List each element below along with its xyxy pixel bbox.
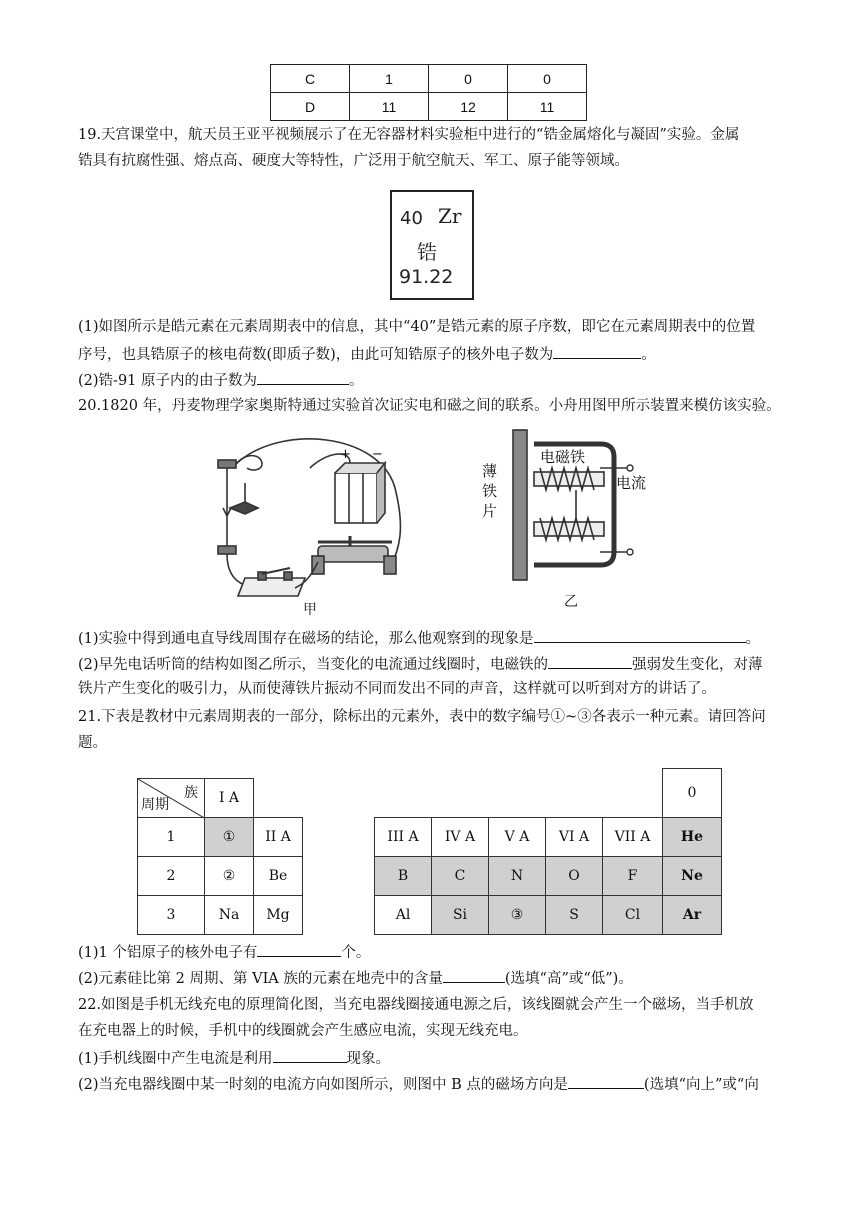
q19-part1-text: 序号，也具锆原子的核电荷数(即质子数)，由此可知锆原子的核外电子数为 bbox=[78, 347, 554, 363]
group-IVA-header: IV A bbox=[431, 817, 489, 857]
element-C: C bbox=[431, 856, 489, 896]
atomic-mass: 91.22 bbox=[399, 266, 454, 288]
iron-sheet-icon bbox=[513, 430, 527, 580]
answer-blank[interactable] bbox=[548, 652, 632, 669]
answer-blank[interactable] bbox=[568, 1072, 644, 1089]
answer-blank[interactable] bbox=[257, 368, 349, 385]
table-row bbox=[271, 93, 587, 121]
q22-part2-text-a: (2)当充电器线圈中某一时刻的电流方向如图所示，则图中 B 点的磁场方向是 bbox=[78, 1077, 568, 1093]
group-VIIA-header: VII A bbox=[602, 817, 663, 857]
element-B: B bbox=[374, 856, 432, 896]
element-name: 锆 bbox=[417, 240, 437, 264]
q19-part2-end: 。 bbox=[349, 373, 364, 389]
header-corner-cell bbox=[137, 778, 205, 818]
iron-sheet-label-1: 薄 bbox=[482, 462, 498, 480]
table-cell: 11 bbox=[350, 93, 429, 121]
periodic-table-excerpt bbox=[137, 768, 723, 928]
q19-part1-line2 bbox=[78, 342, 656, 366]
answer-blank[interactable] bbox=[553, 342, 641, 359]
current-label: 电流 bbox=[616, 474, 647, 492]
iron-sheet-label-3: 片 bbox=[482, 502, 498, 520]
q21-stem-line2: 题。 bbox=[78, 735, 107, 751]
q22-stem-line2: 在充电器上的时候，手机中的线圈就会产生感应电流，实现无线充电。 bbox=[78, 1023, 528, 1039]
wire-clamp-top bbox=[218, 460, 236, 468]
answer-blank[interactable] bbox=[273, 1046, 347, 1063]
q21-part1-end: 个。 bbox=[341, 945, 371, 961]
q19-part2-text: (2)锆-91 原子内的由子数为 bbox=[78, 373, 257, 389]
q21-part2 bbox=[78, 966, 633, 990]
element-Mg: Mg bbox=[253, 895, 303, 935]
element-Al: Al bbox=[374, 895, 432, 935]
period-3: 3 bbox=[137, 895, 205, 935]
q20-part1-end: 。 bbox=[745, 631, 761, 647]
q19-stem-line2: 锆具有抗腐性强、熔点高、硬度大等特性，广泛用于航空航天、军工、原子能等领域。 bbox=[78, 153, 629, 169]
battery-plus-label: + bbox=[340, 447, 351, 462]
iron-sheet-label-2: 铁 bbox=[482, 482, 498, 500]
period-2: 2 bbox=[137, 856, 205, 896]
group-VIA-header: VI A bbox=[545, 817, 603, 857]
q22-part2-text-b: (选填“向上”或“向 bbox=[643, 1077, 759, 1093]
element-Ar: Ar bbox=[662, 895, 722, 935]
q21-part2-text-b: (选填“高”或“低”)。 bbox=[504, 971, 633, 987]
q21-stem-line1: 21.下表是教材中元素周期表的一部分，除标出的元素外，表中的数字编号①~③各表示一种元素。请回答问 bbox=[78, 709, 766, 725]
element-Na: Na bbox=[204, 895, 254, 935]
answer-blank[interactable] bbox=[257, 940, 341, 957]
switch-icon bbox=[238, 578, 305, 596]
wire-clamp-bottom bbox=[218, 546, 236, 554]
q19-stem-line1: 19.天宫课堂中，航天员王亚平视频展示了在无容器材料实验柜中进行的“锆金属熔化与凝固”实验。金属 bbox=[78, 127, 740, 143]
element-1: ① bbox=[204, 817, 254, 857]
element-He: He bbox=[662, 817, 722, 857]
element-2: ② bbox=[204, 856, 254, 896]
table-row bbox=[271, 65, 587, 93]
table-cell: D bbox=[271, 93, 350, 121]
table-cell: C bbox=[271, 65, 350, 93]
header-zu: 族 bbox=[184, 785, 198, 801]
atomic-number: 40 bbox=[400, 208, 423, 229]
q19-part1-end: 。 bbox=[641, 347, 656, 363]
group-0-header: 0 bbox=[662, 768, 722, 818]
table-cell: 12 bbox=[429, 93, 508, 121]
q22-stem-line1: 22.如图是手机无线充电的原理简化图，当充电器线圈接通电源之后，该线圈就会产生一个磁场，当手机放 bbox=[78, 997, 754, 1013]
q22-part1-text-b: 现象。 bbox=[346, 1051, 391, 1067]
q22-part1 bbox=[78, 1046, 390, 1070]
element-Cl: Cl bbox=[602, 895, 663, 935]
q20-part2-line2: 铁片产生变化的吸引力，从而使薄铁片振动不同而发出不同的声音，这样就可以听到对方的讲话了。 bbox=[78, 681, 716, 697]
terminal-top bbox=[627, 465, 633, 471]
group-VA-header: V A bbox=[488, 817, 546, 857]
battery-icon bbox=[335, 473, 377, 523]
battery-minus-label: − bbox=[372, 447, 383, 462]
element-3: ③ bbox=[488, 895, 546, 935]
group-IIA-header: II A bbox=[253, 817, 303, 857]
group-IA-header: I A bbox=[204, 778, 254, 818]
answer-blank[interactable] bbox=[534, 626, 746, 643]
compass-needle-icon bbox=[230, 502, 258, 514]
rheostat-icon bbox=[318, 546, 388, 562]
element-O: O bbox=[545, 856, 603, 896]
element-Si: Si bbox=[431, 895, 489, 935]
table-cell: 0 bbox=[508, 65, 587, 93]
element-S: S bbox=[545, 895, 603, 935]
q21-part1-text: (1)1 个铝原子的核外电子有 bbox=[78, 945, 258, 961]
element-N: N bbox=[488, 856, 546, 896]
q20-part1-text: (1)实验中得到通电直导线周围存在磁场的结论，那么他观察到的现象是 bbox=[78, 631, 534, 647]
q20-part1 bbox=[78, 626, 760, 650]
q22-part2 bbox=[78, 1072, 759, 1096]
q20-part2-text-a: (2)早先电话听筒的结构如图乙所示，当变化的电流通过线圈时，电磁铁的 bbox=[78, 657, 549, 673]
electromagnet-label: 电磁铁 bbox=[540, 448, 586, 466]
q22-part1-text-a: (1)手机线圈中产生电流是利用 bbox=[78, 1051, 273, 1067]
top-table bbox=[270, 64, 587, 121]
q21-part2-text-a: (2)元素硅比第 2 周期、第 VIA 族的元素在地壳中的含量 bbox=[78, 971, 443, 987]
q20-part2-text-b: 强弱发生变化，对薄 bbox=[632, 657, 763, 673]
terminal-bottom bbox=[627, 549, 633, 555]
answer-blank[interactable] bbox=[443, 966, 505, 983]
element-F: F bbox=[602, 856, 663, 896]
q20-stem: 20.1820 年，丹麦物理学家奥斯特通过实验首次证实电和磁之间的联系。小舟用图甲所示装置来模仿该实验。 bbox=[78, 398, 781, 414]
period-1: 1 bbox=[137, 817, 205, 857]
table-cell: 0 bbox=[429, 65, 508, 93]
telephone-receiver-figure bbox=[476, 424, 676, 614]
q19-part1-line1: (1)如图所示是皓元素在元素周期表中的信息，其中“40”是锆元素的原子序数，即它在元素周期表中的位置 bbox=[78, 319, 756, 335]
group-IIIA-header: III A bbox=[374, 817, 432, 857]
figure-jia-label: 甲 bbox=[303, 602, 317, 618]
q19-part2 bbox=[78, 368, 364, 392]
figure-yi-label: 乙 bbox=[564, 594, 578, 610]
table-cell: 11 bbox=[508, 93, 587, 121]
oersted-apparatus-figure bbox=[200, 428, 420, 618]
q20-part2-line1 bbox=[78, 652, 763, 676]
element-symbol: Zr bbox=[438, 204, 462, 228]
element-Be: Be bbox=[253, 856, 303, 896]
table-cell: 1 bbox=[350, 65, 429, 93]
header-zhouqi: 周期 bbox=[141, 797, 169, 813]
element-Ne: Ne bbox=[662, 856, 722, 896]
q21-part1 bbox=[78, 940, 370, 964]
zirconium-element-card bbox=[390, 190, 474, 300]
